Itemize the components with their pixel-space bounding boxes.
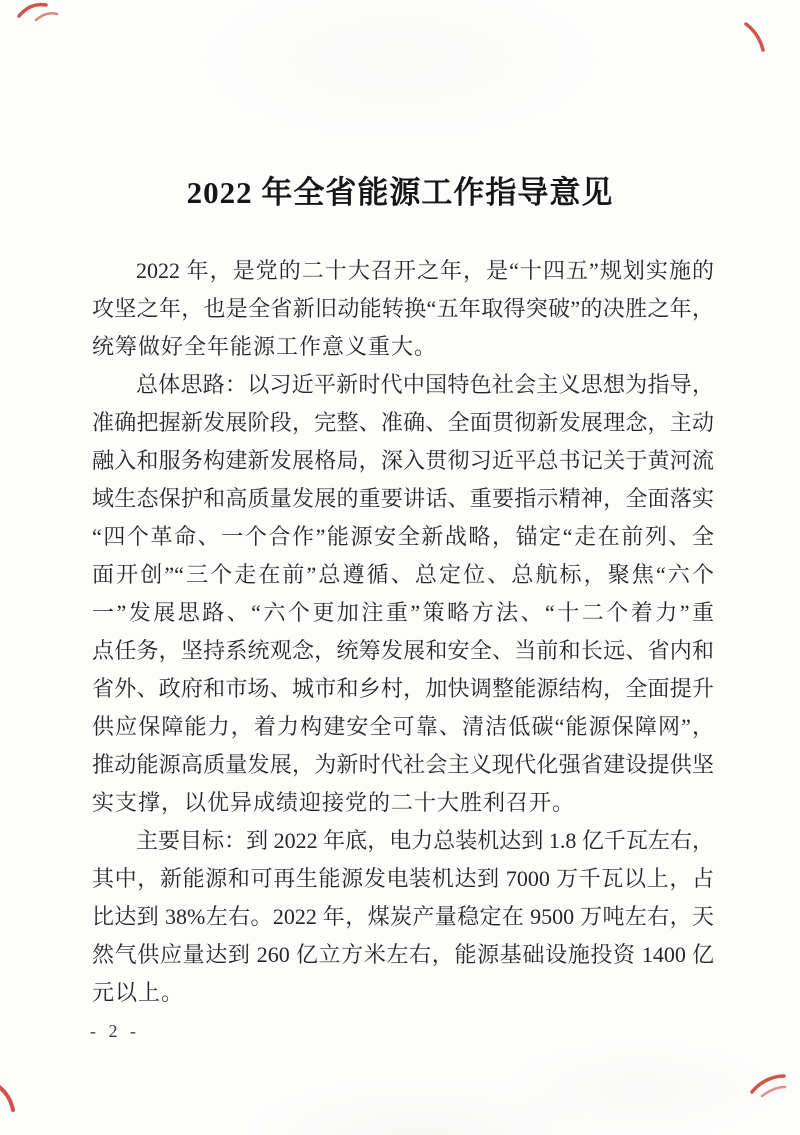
red-pen-mark-top-right (740, 20, 770, 54)
text-line: “四个革命、一个合作”能源安全新战略，锚定“走在前列、全 (92, 524, 714, 549)
text-line: 一”发展思路、“六个更加注重”策略方法、“十二个着力”重 (92, 600, 714, 625)
red-pen-mark-bottom-right (748, 1068, 788, 1100)
text-line: 省外、政府和市场、城市和乡村，加快调整能源结构，全面提升 (92, 676, 714, 701)
text-line: 攻坚之年，也是全省新旧动能转换“五年取得突破”的决胜之年， (92, 296, 714, 321)
text-line: 面开创”“三个走在前”总遵循、总定位、总航标，聚焦“六个 (92, 562, 714, 587)
text-line: 比达到 38%左右。2022 年，煤炭产量稳定在 9500 万吨左右，天 (92, 904, 714, 929)
text-line: 统筹做好全年能源工作意义重大。 (92, 334, 438, 359)
text-line: 实支撑，以优异成绩迎接党的二十大胜利召开。 (92, 790, 576, 815)
red-pen-mark-bottom-left (0, 1080, 24, 1114)
text-line: 融入和服务构建新发展格局，深入贯彻习近平总书记关于黄河流 (92, 448, 714, 473)
text-line: 供应保障能力，着力构建安全可靠、清洁低碳“能源保障网”， (92, 714, 714, 739)
text-line: 推动能源高质量发展，为新时代社会主义现代化强省建设提供坚 (92, 752, 714, 777)
text-line: 2022 年，是党的二十大召开之年，是“十四五”规划实施的 (136, 258, 714, 283)
text-line: 其中，新能源和可再生能源发电装机达到 7000 万千瓦以上，占 (92, 866, 714, 891)
text-line: 然气供应量达到 260 亿立方米左右，能源基础设施投资 1400 亿 (92, 942, 714, 967)
text-line: 元以上。 (92, 980, 185, 1005)
red-pen-mark-top-left (16, 0, 60, 26)
text-line: 域生态保护和高质量发展的重要讲话、重要指示精神，全面落实 (92, 486, 714, 511)
text-line: 总体思路：以习近平新时代中国特色社会主义思想为指导， (136, 372, 714, 397)
text-line: 点任务，坚持系统观念，统筹发展和安全、当前和长远、省内和 (92, 638, 714, 663)
page-number: - 2 - (90, 1021, 140, 1041)
document-title: 2022 年全省能源工作指导意见 (186, 175, 614, 210)
document-body (92, 252, 714, 1012)
text-line: 准确把握新发展阶段，完整、准确、全面贯彻新发展理念，主动 (92, 410, 714, 435)
text-line: 主要目标：到 2022 年底，电力总装机达到 1.8 亿千瓦左右， (136, 828, 714, 853)
